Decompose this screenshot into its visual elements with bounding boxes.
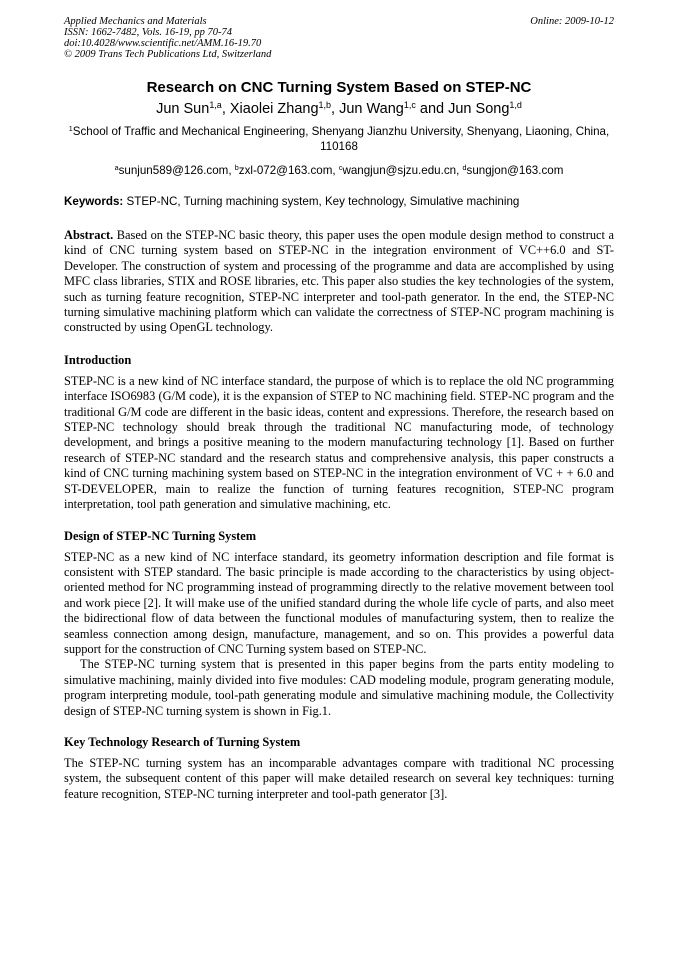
paragraph: STEP-NC as a new kind of NC interface standard, its geometry information description and file format is consistent with STEP standard. The basic principle is made according to the characteristics by using object-oriented method for NC programming instead of programming directly to the relative movement between tool and work piece [2]. It will make use of the unified standard during the whole life cycle of parts, and also meet the bidirectional flow of data between the functional modules of manufacturing system, then to realize the seamless connection among design, manufacture, management, and so on. This provides a powerful data support for the construction of CNC Turning system based on STEP-NC. (64, 549, 614, 656)
email-list (64, 163, 614, 178)
paragraph: The STEP-NC turning system that is presented in this paper begins from the parts entity modeling to simulative machining, mainly divided into five modules: CAD modeling module, program generating module, program interpreting module, tool-path generating module and simulative machining module, the Collectivity design of STEP-NC turning system is shown in Fig.1. (64, 657, 614, 718)
abstract-text: Based on the STEP-NC basic theory, this paper uses the open module design method to construct a kind of CNC turning system based on STEP-NC in the integration environment of VC++6.0 and ST-Developer. The construction of system and processing of the programme and data are accomplished by using MFC class libraries, STIX and ROSE libraries, etc. This paper also studies the key technologies of the system, such as turning feature recognition, STEP-NC interpreter and tool-path generator. In the end, the STEP-NC turning simulative machining platform which can validate the correctness of STEP-NC program machining is constructed by using OpenGL technology. (64, 228, 614, 335)
section-introduction (64, 353, 614, 513)
section-heading: Design of STEP-NC Turning System (64, 528, 257, 543)
author: Jun Wang$^{1,c}$ and (339, 100, 449, 117)
email: $^b$zxl-072@163.com, (234, 163, 339, 177)
abstract-label: Abstract. (64, 228, 114, 242)
abstract (64, 228, 614, 336)
online-date: Online: 2009-10-12 (530, 16, 614, 27)
author: Jun Song$^{1,d}$ (448, 100, 522, 117)
journal-info (64, 16, 271, 60)
copyright-line: © 2009 Trans Tech Publications Ltd, Switzerland (64, 49, 272, 60)
email: $^a$sunjun589@126.com, (114, 163, 235, 177)
paragraph: The STEP-NC turning system has an incomparable advantages compare with traditional NC processing system, the subsequent content of this paper will make detailed research on several key techniques: turning feature recognition, STEP-NC turning interpreter and tool-path generator [3]. (64, 755, 614, 801)
section-heading: Introduction (64, 352, 132, 367)
section-design (64, 529, 614, 719)
paragraph: STEP-NC is a new kind of NC interface standard, the purpose of which is to replace the old NC programming interface ISO6983 (G/M code), it is the expansion of STEP to NC machining field. STEP-NC program and the traditional G/M code are different in the basic ideas, content and expressions. Therefore, the research based on STEP-NC technology should break through the traditional NC manufacturing mode, of technology development, and brings a positive meaning to the modern manufacturing technology [1]. Based on further research of STEP-NC standard and the research status and comprehensive analysis, this paper constructs a kind of CNC turning machining system based on STEP-NC in the integration environment of VC + + 6.0 and ST-DEVELOPER, main to realize the function of turning features recognition, STEP-NC program interpretation, tool path generation and simulative machining, etc. (64, 373, 614, 512)
keywords-text: STEP-NC, Turning machining system, Key technology, Simulative machining (123, 195, 520, 208)
paper-title: Research on CNC Turning System Based on STEP-NC (146, 79, 532, 96)
section-heading: Key Technology Research of Turning System (64, 734, 301, 749)
keywords (64, 194, 614, 209)
affiliation: $^1$School of Traffic and Mechanical Engineering, Shenyang Jianzhu University, Shenyang, Liaoning, China, 110168 (68, 124, 610, 153)
author: Xiaolei Zhang$^{1,b}$, (229, 100, 340, 117)
email: $^d$sungjon@163.com (462, 163, 564, 177)
keywords-label: Keywords: (64, 195, 124, 208)
section-key-technology (64, 735, 614, 802)
email: $^c$wangjun@sjzu.edu.cn, (338, 163, 463, 177)
paper-page (64, 16, 614, 802)
author-list (64, 100, 614, 119)
journal-header (64, 16, 614, 60)
journal-name: Applied Mechanics and Materials (64, 16, 207, 27)
author: Jun Sun$^{1,a}$, (156, 100, 230, 117)
doi-link[interactable]: doi:10.4028/www.scientific.net/AMM.16-19.70 (64, 38, 262, 49)
issn-line: ISSN: 1662-7482, Vols. 16-19, pp 70-74 (64, 27, 232, 38)
